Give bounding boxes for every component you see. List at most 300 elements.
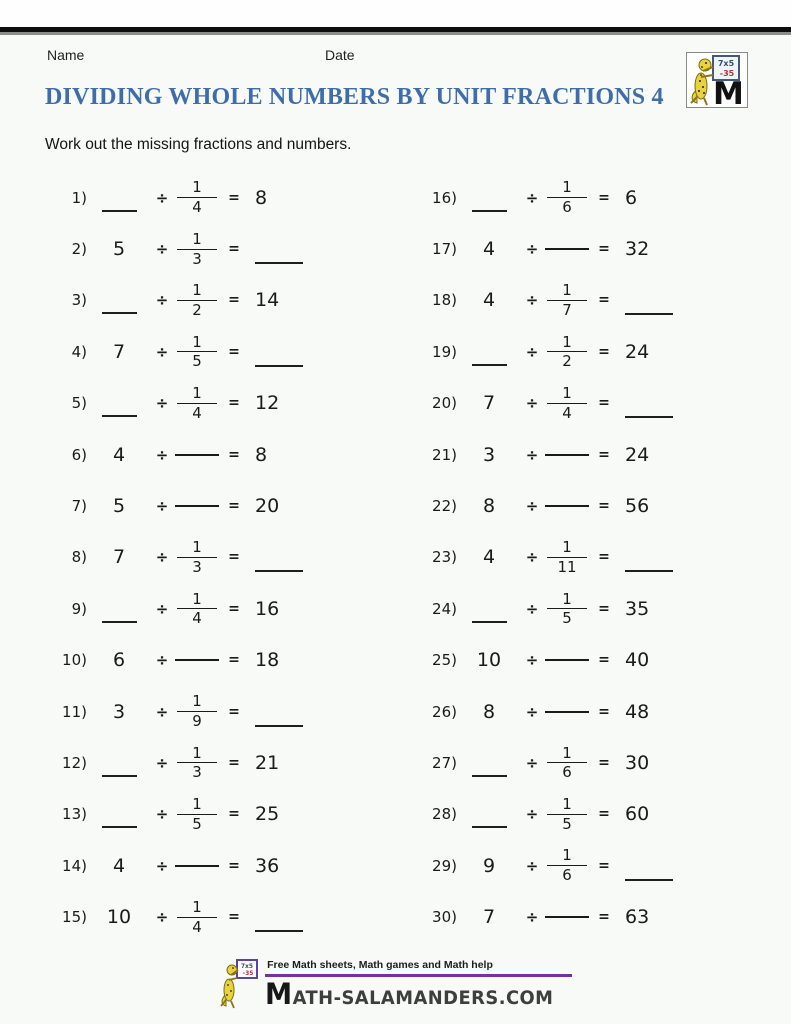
divide-symbol: ÷ [525,908,539,927]
footer-salamander-icon [219,958,263,1010]
dividend-cell [457,546,521,568]
equals-symbol: = [598,498,610,515]
quotient-value: 8 [255,443,268,466]
unit-fraction-cell [543,248,591,250]
problem-number: 19) [432,342,457,361]
unit-fraction-cell [173,745,221,782]
problem-number: 14) [62,856,87,875]
problem-row [427,378,687,429]
problem-row [57,172,317,223]
dividend-value: 4 [112,443,126,466]
unit-fraction-cell [173,179,221,216]
problem-row [57,378,317,429]
dividend-cell [87,238,151,260]
dividend-value: 5 [112,495,126,518]
problem-row [57,223,317,274]
quotient-cell [247,906,327,928]
dividend-value: 5 [112,238,126,261]
dividend-cell [457,598,521,620]
fraction-denominator: 5 [192,352,202,371]
quotient-cell [247,444,327,466]
unit-fraction-cell [543,539,591,576]
fraction-numerator: 1 [192,538,202,557]
fraction-denominator: 9 [192,712,202,731]
quotient-cell [617,289,697,311]
quotient-cell [617,906,697,928]
name-field-label: Name [47,47,85,63]
equals-symbol: = [598,857,610,874]
problem-number: 18) [432,291,457,310]
divide-symbol: ÷ [155,651,169,670]
equals-symbol: = [228,909,240,926]
fraction-denominator: 4 [192,917,202,936]
dividend-value: 4 [482,546,496,569]
quotient-value: 63 [625,906,650,929]
unit-fraction-cell [543,454,591,456]
problem-number: 24) [432,599,457,618]
fraction-denominator: 3 [192,557,202,576]
unit-fraction-cell [173,659,221,661]
dividend-value: 4 [482,289,496,312]
unit-fraction-cell [543,745,591,782]
dividend-cell [87,803,151,825]
fraction-denominator: 2 [562,352,572,371]
quotient-cell [247,752,327,774]
problem-row [427,275,687,326]
quotient-cell [247,495,327,517]
fraction-denominator: 3 [192,249,202,268]
problem-row [427,532,687,583]
quotient-value: 56 [625,495,650,518]
quotient-cell [617,649,697,671]
divide-symbol: ÷ [155,702,169,721]
dividend-value: 7 [482,906,496,929]
svg-text:-35: -35 [719,69,735,78]
quotient-cell [247,392,327,414]
salamander-logo-icon [687,53,746,106]
quotient-value: 60 [625,803,650,826]
problem-row [57,326,317,377]
divide-symbol: ÷ [155,394,169,413]
problem-number: 6) [71,445,87,464]
equals-symbol: = [598,241,610,258]
problem-row [427,326,687,377]
problem-row [57,480,317,531]
unit-fraction-cell [173,385,221,422]
dividend-cell [87,546,151,568]
dividend-value: 7 [112,340,126,363]
dividend-value: 8 [482,495,496,518]
fraction-blank-line [175,865,219,867]
problem-number: 8) [71,548,87,567]
problem-row [427,737,687,788]
unit-fraction-cell [543,711,591,713]
fraction-denominator: 2 [192,300,202,319]
divide-symbol: ÷ [525,753,539,772]
equals-symbol: = [228,549,240,566]
quotient-blank-line [625,879,673,881]
fraction-denominator: 4 [562,403,572,422]
dividend-cell [87,906,151,928]
problem-number: 25) [432,651,457,670]
dividend-blank-line [102,826,137,828]
unit-fraction-cell [173,591,221,628]
quotient-blank-line [625,416,673,418]
dividend-blank-line [102,775,137,777]
quotient-cell [617,752,697,774]
unit-fraction-cell [543,385,591,422]
equals-symbol: = [598,600,610,617]
fraction-numerator: 1 [192,589,202,608]
unit-fraction-cell [543,334,591,371]
dividend-value: 10 [106,906,132,929]
fraction-blank-line [545,454,589,456]
dividend-cell [457,752,521,774]
equals-symbol: = [228,806,240,823]
problem-row [57,737,317,788]
fraction-denominator: 7 [562,300,572,319]
problem-number: 30) [432,908,457,927]
problem-number: 20) [432,394,457,413]
equals-symbol: = [228,703,240,720]
quotient-blank-line [625,570,673,572]
footer-tagline: Free Math sheets, Math games and Math help [265,956,572,977]
equals-symbol: = [598,189,610,206]
quotient-value: 6 [625,186,638,209]
quotient-cell [617,392,697,414]
problem-number: 26) [432,702,457,721]
fraction-denominator: 5 [562,609,572,628]
unit-fraction-cell [173,693,221,730]
unit-fraction-cell [173,899,221,936]
equals-symbol: = [598,343,610,360]
quotient-cell [247,701,327,723]
fraction-denominator: 4 [192,198,202,217]
quotient-cell [247,649,327,671]
dividend-cell [457,495,521,517]
dividend-value: 6 [112,649,126,672]
problem-number: 12) [62,753,87,772]
dividend-blank-line [472,826,507,828]
quotient-value: 20 [255,495,280,518]
divide-symbol: ÷ [525,856,539,875]
fraction-blank-line [175,505,219,507]
dividend-blank-line [102,312,137,314]
equals-symbol: = [598,395,610,412]
divide-symbol: ÷ [525,548,539,567]
fraction-denominator: 11 [557,557,577,576]
dividend-value: 9 [482,854,496,877]
equals-symbol: = [598,652,610,669]
problem-row [427,635,687,686]
unit-fraction-cell [173,454,221,456]
dividend-cell [457,289,521,311]
equals-symbol: = [228,395,240,412]
fraction-blank-line [545,711,589,713]
problem-row [427,480,687,531]
dividend-blank-line [472,775,507,777]
divide-symbol: ÷ [155,188,169,207]
dividend-cell [87,701,151,723]
fraction-numerator: 1 [192,897,202,916]
dividend-value: 4 [482,238,496,261]
equals-symbol: = [228,189,240,206]
problem-number: 21) [432,445,457,464]
divide-symbol: ÷ [525,188,539,207]
dividend-cell [87,495,151,517]
problem-row [427,429,687,480]
divide-symbol: ÷ [525,291,539,310]
equals-symbol: = [228,652,240,669]
problem-row [57,686,317,737]
quotient-value: 24 [625,340,650,363]
dividend-blank-line [102,210,137,212]
quotient-cell [617,701,697,723]
dividend-value: 4 [112,854,126,877]
dividend-cell [87,289,151,311]
quotient-value: 8 [255,186,268,209]
divide-symbol: ÷ [155,908,169,927]
unit-fraction-cell [173,282,221,319]
dividend-cell [87,187,151,209]
unit-fraction-cell [543,282,591,319]
problem-number: 3) [71,291,87,310]
divide-symbol: ÷ [155,445,169,464]
quotient-cell [247,187,327,209]
quotient-value: 14 [255,289,280,312]
fraction-numerator: 1 [562,743,572,762]
quotient-cell [247,598,327,620]
problem-number: 23) [432,548,457,567]
quotient-cell [617,444,697,466]
fraction-denominator: 5 [192,814,202,833]
dividend-cell [87,598,151,620]
footer-site-name: MATH-SALAMANDERS.COM [265,977,554,1011]
quotient-blank-line [255,930,303,932]
quotient-value: 40 [625,649,650,672]
dividend-value: 3 [112,700,126,723]
quotient-cell [617,238,697,260]
problems-grid [57,172,687,943]
problem-row [57,635,317,686]
fraction-denominator: 6 [562,763,572,782]
dividend-cell [457,649,521,671]
unit-fraction-cell [543,505,591,507]
fraction-numerator: 1 [192,692,202,711]
problem-row [57,275,317,326]
header-divider-bar [0,27,791,35]
problem-row [57,789,317,840]
fraction-numerator: 1 [192,383,202,402]
fraction-denominator: 4 [192,403,202,422]
fraction-numerator: 1 [192,795,202,814]
problem-row [427,891,687,942]
problem-row [57,891,317,942]
quotient-cell [617,546,697,568]
dividend-blank-line [472,210,507,212]
problem-number: 5) [71,394,87,413]
quotient-value: 24 [625,443,650,466]
quotient-cell [247,341,327,363]
divide-symbol: ÷ [155,805,169,824]
fraction-numerator: 1 [192,743,202,762]
equals-symbol: = [228,754,240,771]
divide-symbol: ÷ [525,651,539,670]
dividend-value: 3 [482,443,496,466]
divide-symbol: ÷ [155,240,169,259]
quotient-cell [617,855,697,877]
divide-symbol: ÷ [525,702,539,721]
equals-symbol: = [228,292,240,309]
divide-symbol: ÷ [525,394,539,413]
problem-row [427,840,687,891]
equals-symbol: = [598,292,610,309]
problem-number: 29) [432,856,457,875]
problem-row [57,532,317,583]
svg-text:7x5: 7x5 [240,963,254,970]
fraction-blank-line [545,505,589,507]
quotient-cell [617,341,697,363]
fraction-denominator: 4 [192,609,202,628]
equals-symbol: = [228,857,240,874]
fraction-blank-line [545,659,589,661]
quotient-value: 12 [255,392,280,415]
fraction-numerator: 1 [562,846,572,865]
quotient-blank-line [255,365,303,367]
dividend-blank-line [472,621,507,623]
fraction-numerator: 1 [562,538,572,557]
dividend-blank-line [102,621,137,623]
divide-symbol: ÷ [525,445,539,464]
problem-row [57,583,317,634]
divide-symbol: ÷ [155,753,169,772]
problem-row [427,583,687,634]
quotient-value: 48 [625,700,650,723]
fraction-blank-line [175,659,219,661]
fraction-numerator: 1 [192,281,202,300]
dividend-value: 10 [476,649,502,672]
fraction-denominator: 5 [562,814,572,833]
divide-symbol: ÷ [525,599,539,618]
equals-symbol: = [598,703,610,720]
quotient-cell [247,803,327,825]
dividend-cell [87,649,151,671]
problem-number: 16) [432,188,457,207]
dividend-cell [457,803,521,825]
equals-symbol: = [598,754,610,771]
equals-symbol: = [598,446,610,463]
page-top-strip [0,0,791,27]
problem-number: 22) [432,497,457,516]
instruction-text: Work out the missing fractions and numbers. [45,136,352,153]
dividend-cell [457,238,521,260]
dividend-blank-line [102,415,137,417]
fraction-denominator: 3 [192,763,202,782]
divide-symbol: ÷ [155,599,169,618]
problem-row [427,172,687,223]
unit-fraction-cell [173,505,221,507]
unit-fraction-cell [543,179,591,216]
fraction-denominator: 6 [562,198,572,217]
dividend-cell [87,752,151,774]
dividend-cell [457,392,521,414]
equals-symbol: = [228,498,240,515]
dividend-cell [457,187,521,209]
divide-symbol: ÷ [155,497,169,516]
divide-symbol: ÷ [525,497,539,516]
problem-number: 7) [71,497,87,516]
problem-number: 13) [62,805,87,824]
unit-fraction-cell [173,231,221,268]
problem-number: 28) [432,805,457,824]
quotient-blank-line [625,313,673,315]
equals-symbol: = [228,600,240,617]
equals-symbol: = [228,446,240,463]
fraction-blank-line [545,916,589,918]
footer [0,956,791,1011]
equals-symbol: = [598,909,610,926]
problem-number: 11) [62,702,87,721]
problem-row [427,223,687,274]
date-field-label: Date [325,47,355,63]
problem-number: 17) [432,240,457,259]
dividend-blank-line [472,364,507,366]
page-title: DIVIDING WHOLE NUMBERS BY UNIT FRACTIONS 4 [45,84,664,110]
dividend-cell [457,444,521,466]
unit-fraction-cell [543,659,591,661]
divide-symbol: ÷ [525,240,539,259]
divide-symbol: ÷ [155,342,169,361]
equals-symbol: = [598,549,610,566]
unit-fraction-cell [173,539,221,576]
problem-number: 10) [62,651,87,670]
svg-text:-35: -35 [242,970,254,977]
quotient-blank-line [255,570,303,572]
quotient-value: 36 [255,854,280,877]
problem-number: 27) [432,753,457,772]
quotient-value: 21 [255,751,280,774]
dividend-value: 7 [482,392,496,415]
unit-fraction-cell [543,916,591,918]
math-salamanders-logo [686,52,748,108]
equals-symbol: = [228,343,240,360]
problem-number: 15) [62,908,87,927]
divide-symbol: ÷ [525,805,539,824]
footer-salamander-logo [219,958,263,1010]
problem-number: 1) [71,188,87,207]
dividend-cell [87,855,151,877]
quotient-blank-line [255,725,303,727]
quotient-value: 25 [255,803,280,826]
divide-symbol: ÷ [155,291,169,310]
problem-row [57,429,317,480]
unit-fraction-cell [543,796,591,833]
fraction-denominator: 6 [562,866,572,885]
problem-number: 9) [71,599,87,618]
divide-symbol: ÷ [525,342,539,361]
dividend-cell [457,701,521,723]
fraction-numerator: 1 [192,332,202,351]
quotient-value: 16 [255,597,280,620]
dividend-cell [87,392,151,414]
dividend-value: 8 [482,700,496,723]
dividend-cell [87,341,151,363]
problem-row [57,840,317,891]
dividend-value: 7 [112,546,126,569]
fraction-blank-line [175,454,219,456]
equals-symbol: = [228,241,240,258]
dividend-cell [457,855,521,877]
